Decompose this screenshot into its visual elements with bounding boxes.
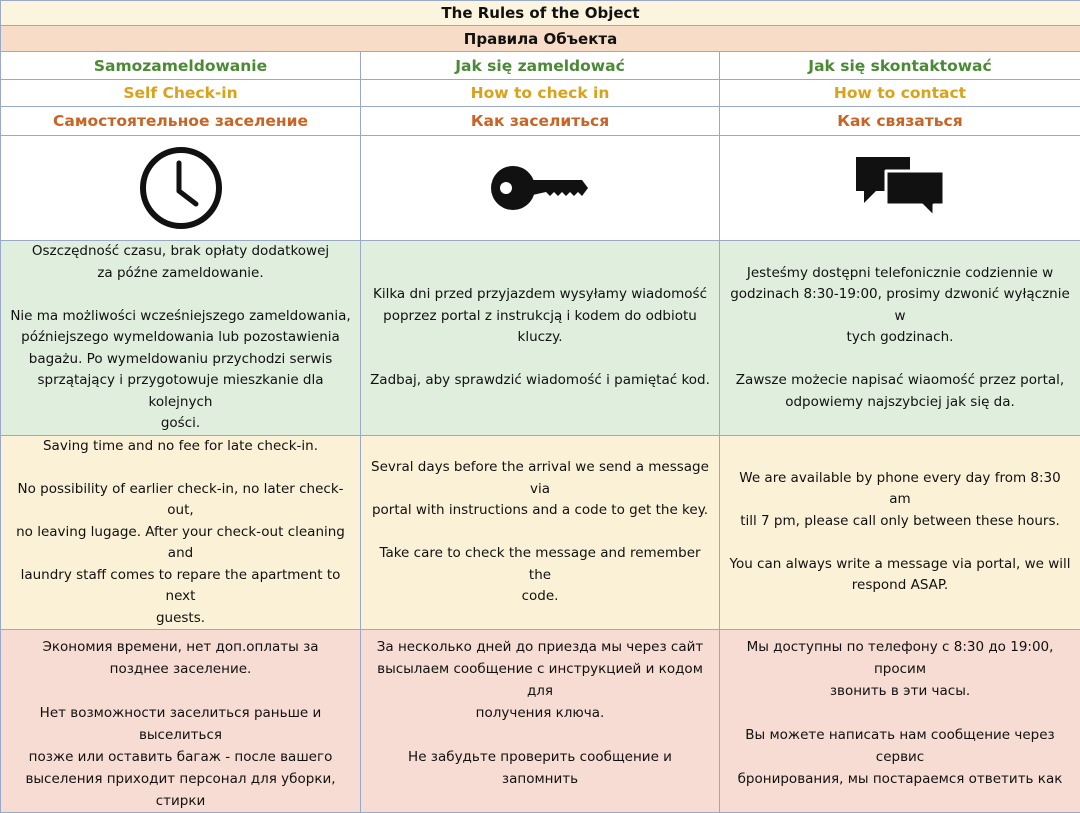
chat-bubbles-icon (854, 155, 946, 221)
icon-cell-how-to-check-in (361, 136, 720, 241)
pl-text-self-checkin: Oszczędność czasu, brak opłaty dodatkowej za późne zameldowanie. Nie ma możliwości wcześniejszego zameldowania, późniejszego wymeldowania lub pozostawienia bagażu. Po wymeldowaniu przychodzi serwis sprzątający i przygotowuje mieszkanie dla kolejnych gości. (1, 241, 361, 436)
key-icon (490, 161, 590, 215)
icon-cell-how-to-contact (720, 136, 1080, 241)
header-pl-self-checkin: Samozameldowanie (1, 52, 361, 80)
header-ru-how-to-check-in: Как заселиться (361, 107, 720, 136)
pl-text-how-to-contact: Jesteśmy dostępni telefonicznie codziennie w godzinach 8:30-19:00, prosimy dzwonić wyłącznie w tych godzinach. Zawsze możecie napisać wiaomość przez portal, odpowiemy najszybciej jak się da. (720, 241, 1080, 436)
header-pl-how-to-check-in: Jak się zameldować (361, 52, 720, 80)
ru-text-how-to-check-in: За несколько дней до приезда мы через сайт высылаем сообщение с инструкцией и кодом для получения ключа. Не забудьте проверить сообщение и запомнить (361, 630, 720, 813)
ru-text-self-checkin: Экономия времени, нет доп.оплаты за позднее заселение. Нет возможности заселиться раньше и выселиться позже или оставить багаж - после вашего выселения приходит персонал для уборки, стирки (1, 630, 361, 813)
en-text-self-checkin: Saving time and no fee for late check-in. No possibility of earlier check-in, no later check-out, no leaving lugage. After your check-out cleaning and laundry staff comes to repare the apartment to next guests. (1, 435, 361, 630)
page-subtitle: Правила Объекта (1, 26, 1080, 52)
pl-text-how-to-check-in: Kilka dni przed przyjazdem wysyłamy wiadomość poprzez portal z instrukcją i kodem do odbiotu kluczy. Zadbaj, aby sprawdzić wiadomość i pamiętać kod. (361, 241, 720, 436)
header-en-self-checkin: Self Check-in (1, 80, 361, 107)
ru-text-how-to-contact: Мы доступны по телефону с 8:30 до 19:00, просим звонить в эти часы. Вы можете написать нам сообщение через сервис бронирования, мы постараемся ответить как (720, 630, 1080, 813)
header-ru-self-checkin: Самостоятельное заселение (1, 107, 361, 136)
page-title: The Rules of the Object (1, 1, 1080, 26)
clock-icon (138, 145, 224, 231)
header-en-how-to-contact: How to contact (720, 80, 1080, 107)
en-text-how-to-contact: We are available by phone every day from 8:30 am till 7 pm, please call only between these hours. You can always write a message via portal, we will respond ASAP. (720, 435, 1080, 630)
en-text-how-to-check-in: Sevral days before the arrival we send a message via portal with instructions and a code to get the key. Take care to check the message and remember the code. (361, 435, 720, 630)
header-en-how-to-check-in: How to check in (361, 80, 720, 107)
icon-cell-self-checkin (1, 136, 361, 241)
header-pl-how-to-contact: Jak się skontaktować (720, 52, 1080, 80)
header-ru-how-to-contact: Как связаться (720, 107, 1080, 136)
